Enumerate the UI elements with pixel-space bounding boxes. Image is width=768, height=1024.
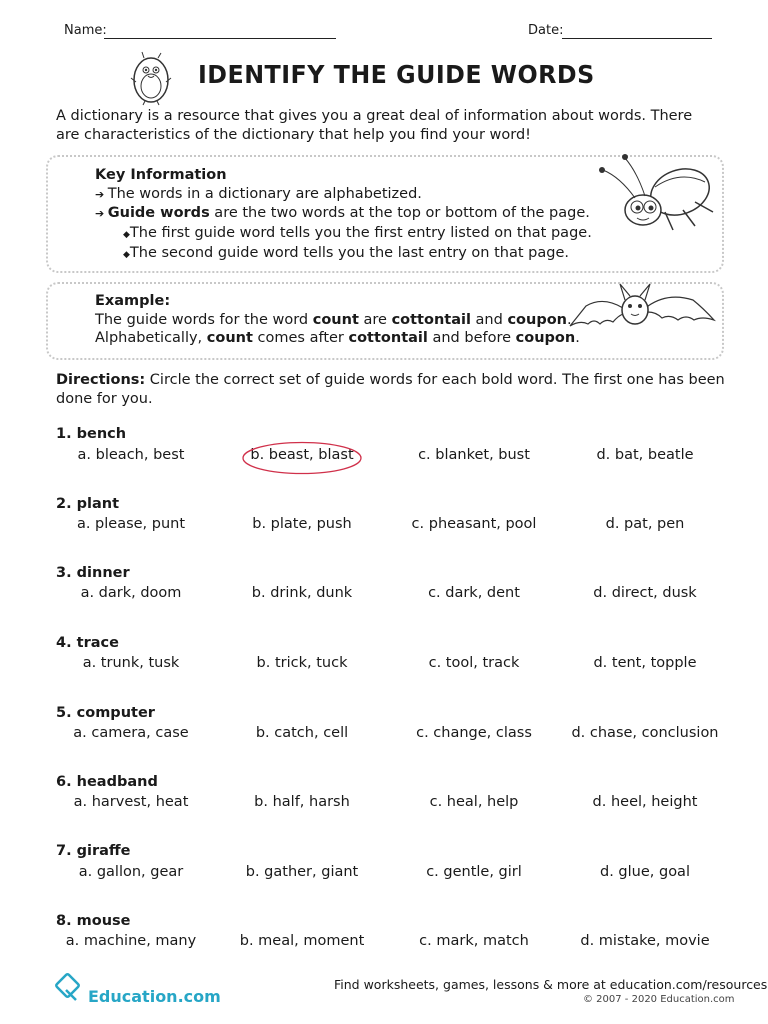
- footer-copyright: © 2007 - 2020 Education.com: [583, 994, 735, 1005]
- key-info-bullet-2: ➔ Guide words are the two words at the top or bottom of the page.: [95, 205, 590, 221]
- directions: Directions: Circle the correct set of guide words for each bold word. The first one has been done for you.: [56, 372, 725, 407]
- answer-option-b[interactable]: b. trick, tuck: [256, 655, 348, 671]
- example-content: [95, 292, 580, 348]
- answer-option-c[interactable]: c. change, class: [416, 725, 532, 741]
- question-word: 8. mouse: [56, 913, 131, 929]
- beetle-icon: [595, 152, 720, 244]
- intro-text: A dictionary is a resource that gives you a great deal of information about words. There are characteristics of the dictionary that help you find your word!: [56, 108, 693, 143]
- question-word: 1. bench: [56, 426, 127, 442]
- answer-option-b[interactable]: b. half, harsh: [254, 794, 350, 810]
- date-label: Date:: [528, 23, 564, 38]
- question-word: 4. trace: [56, 635, 119, 651]
- question-word: 7. giraffe: [56, 843, 131, 859]
- answer-option-c[interactable]: c. blanket, bust: [418, 447, 530, 463]
- diamond-icon: ◆: [123, 229, 130, 240]
- answer-option-a[interactable]: a. camera, case: [73, 725, 189, 741]
- page-title: IDENTIFY THE GUIDE WORDS: [198, 60, 595, 89]
- answer-option-c[interactable]: c. mark, match: [419, 933, 529, 949]
- answer-option-b[interactable]: b. beast, blast: [250, 447, 354, 463]
- answer-option-a[interactable]: a. machine, many: [65, 933, 197, 949]
- key-info-sub-1: ◆The first guide word tells you the first entry listed on that page.: [123, 224, 592, 241]
- name-label: Name:: [64, 23, 107, 38]
- answer-option-d[interactable]: d. tent, topple: [593, 655, 697, 671]
- arrow-icon: ➔: [95, 207, 108, 220]
- key-info-sub-2: ◆The second guide word tells you the last entry on that page.: [123, 245, 569, 261]
- answer-option-b[interactable]: b. meal, moment: [239, 933, 365, 949]
- date-field[interactable]: [562, 24, 712, 39]
- answer-option-c[interactable]: c. pheasant, pool: [411, 516, 537, 532]
- education-logo-icon: [54, 972, 84, 1002]
- answer-option-c[interactable]: c. dark, dent: [428, 585, 520, 601]
- diamond-icon: ◆: [123, 250, 130, 260]
- answer-option-d[interactable]: d. direct, dusk: [593, 585, 697, 601]
- example-heading: Example:: [95, 293, 171, 309]
- answer-option-d[interactable]: d. heel, height: [592, 794, 698, 810]
- egg-mascot-icon: [128, 48, 174, 106]
- answer-option-b[interactable]: b. gather, giant: [245, 864, 359, 880]
- key-info-bullet-1: ➔ The words in a dictionary are alphabetized.: [95, 185, 422, 202]
- key-info-content: [95, 166, 592, 265]
- question-word: 6. headband: [56, 774, 158, 790]
- key-info-heading: Key Information: [95, 167, 227, 183]
- answer-option-d[interactable]: d. pat, pen: [605, 516, 685, 532]
- arrow-icon: ➔: [95, 187, 108, 201]
- answer-option-b[interactable]: b. catch, cell: [255, 725, 349, 741]
- answer-option-c[interactable]: c. heal, help: [429, 794, 519, 810]
- question-word: 3. dinner: [56, 565, 130, 581]
- example-line-2: Alphabetically, count comes after cottontail and before coupon.: [95, 330, 580, 346]
- footer-tagline: Find worksheets, games, lessons & more at education.com/resources: [334, 977, 768, 992]
- question-word: 2. plant: [56, 496, 120, 512]
- answer-option-d[interactable]: d. mistake, movie: [580, 933, 710, 949]
- bat-icon: [568, 278, 716, 340]
- answer-option-b[interactable]: b. plate, push: [252, 516, 352, 532]
- answer-option-d[interactable]: d. glue, goal: [600, 864, 690, 880]
- answer-option-a[interactable]: a. gallon, gear: [78, 864, 184, 880]
- question-word: 5. computer: [56, 705, 155, 721]
- answer-option-b[interactable]: b. drink, dunk: [251, 585, 353, 601]
- education-logo-text[interactable]: Education.com: [88, 987, 221, 1006]
- answer-option-d[interactable]: d. bat, beatle: [596, 447, 694, 463]
- answer-option-a[interactable]: a. trunk, tusk: [82, 655, 180, 671]
- answer-option-d[interactable]: d. chase, conclusion: [571, 725, 719, 741]
- answer-option-a[interactable]: a. please, punt: [76, 516, 186, 532]
- answer-option-a[interactable]: a. dark, doom: [80, 585, 182, 601]
- answer-circle: [240, 440, 364, 476]
- name-field[interactable]: [104, 24, 336, 39]
- answer-option-a[interactable]: a. bleach, best: [77, 447, 185, 463]
- answer-option-a[interactable]: a. harvest, heat: [73, 794, 189, 810]
- answer-option-c[interactable]: c. tool, track: [428, 655, 520, 671]
- example-line-1: The guide words for the word count are cottontail and coupon.: [95, 311, 572, 328]
- answer-option-c[interactable]: c. gentle, girl: [426, 864, 522, 880]
